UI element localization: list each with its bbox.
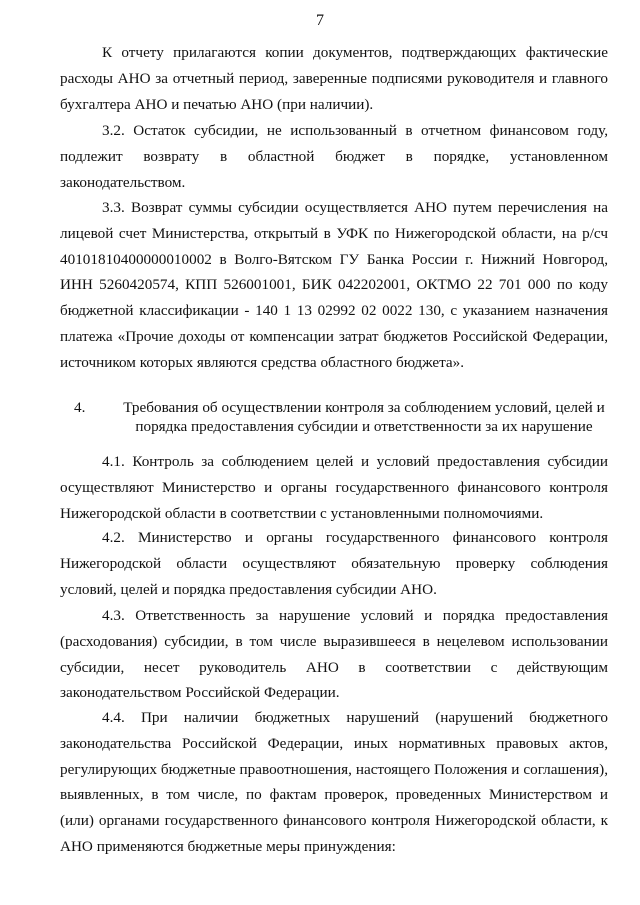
paragraph-4-3: 4.3. Ответственность за нарушение условий и порядка предоставления (расходования) субсидии, в том числе выразившееся в нецелевом использовании субсидии, несет руководитель АНО в соответствии с действующим законодательством Российской Федерации.	[60, 607, 608, 702]
paragraph-intro: К отчету прилагаются копии документов, подтверждающих фактические расходы АНО за отчетный период, заверенные подписями руководителя и главного бухгалтера АНО и печатью АНО (при наличии).	[60, 44, 608, 113]
paragraph-4-1: 4.1. Контроль за соблюдением целей и условий предоставления субсидии осуществляют Министерство и органы государственного финансового контроля Нижегородской области в соответствии с установленными полномочиями.	[60, 453, 608, 522]
section-4-title	[114, 398, 614, 436]
paragraph-3-2: 3.2. Остаток субсидии, не использованный в отчетном финансовом году, подлежит возврату в областной бюджет в порядке, установленном законодательством.	[60, 122, 608, 191]
paragraph-4-2: 4.2. Министерство и органы государственного финансового контроля Нижегородской области осуществляют обязательную проверку соблюдения условий, целей и порядка предоставления субсидии АНО.	[60, 529, 608, 598]
section-4-title-line-2: порядка предоставления субсидии и ответственности за их нарушение	[135, 418, 593, 435]
section-4-title-line-1: Требования об осуществлении контроля за соблюдением условий, целей и	[123, 399, 605, 416]
page-number: 7	[316, 12, 324, 29]
paragraph-4-4: 4.4. При наличии бюджетных нарушений (нарушений бюджетного законодательства Российской Федерации, иных нормативных правовых актов, регулирующих бюджетные правоотношения, настоящего Положения и соглашения), выявленных, в том числе, по фактам проверок, проведенных Министерством и (или) органами государственного финансового контроля Нижегородской области, к АНО применяются бюджетные меры принуждения:	[60, 709, 608, 855]
paragraph-3-3: 3.3. Возврат суммы субсидии осуществляется АНО путем перечисления на лицевой счет Министерства, открытый в УФК по Нижегородской области, на р/сч 40101810400000010002 в Волго-Вятском ГУ Банка России г. Нижний Новгород, ИНН 5260420574, КПП 526001001, БИК 042202001, ОКТМО 22 701 000 по коду бюджетной классификации - 140 1 13 02992 02 0022 130, с указанием назначения платежа «Прочие доходы от компенсации затрат бюджетов Российской Федерации, источником которых являются средства областного бюджета».	[60, 199, 608, 371]
section-4-number: 4.	[74, 399, 86, 416]
